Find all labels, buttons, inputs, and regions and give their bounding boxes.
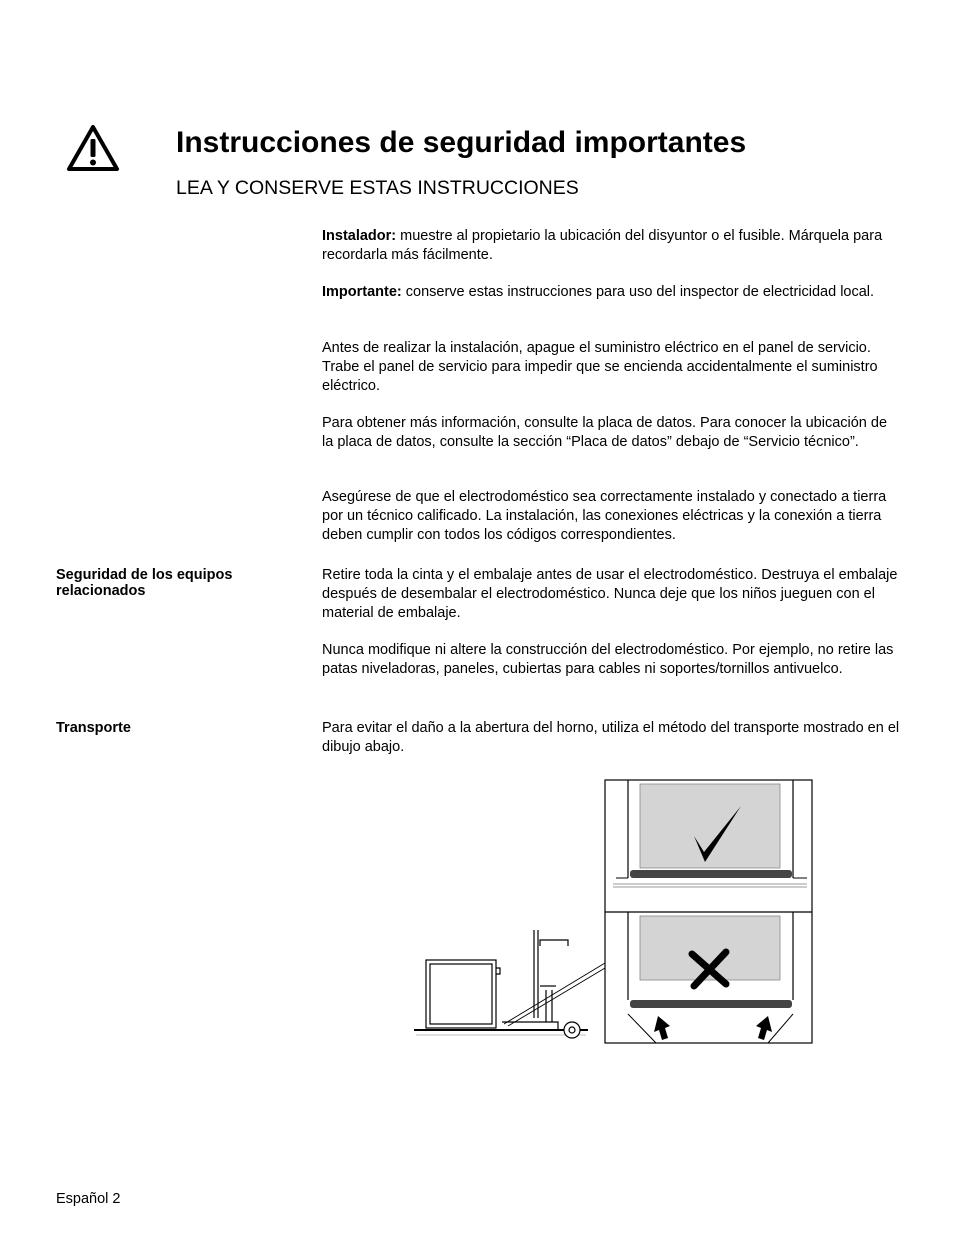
hand-truck-icon xyxy=(414,930,588,1038)
paragraph-tecnico-calificado: Asegúrese de que el electrodoméstico sea correctamente instalado y conectado a tierra por un técnico calificado. La instalación, las conexiones eléctricas y la conexión a tierra deben cumplir con todos los códigos correspondientes. xyxy=(322,489,887,543)
paragraph-embalaje: Retire toda la cinta y el embalaje antes de usar el electrodoméstico. Destruya el embalaje después de desembalar el electrodoméstico. Nunca deje que los niños jueguen con el material de embalaje. xyxy=(322,567,898,621)
transport-illustration xyxy=(408,778,814,1044)
page-subtitle: LEA Y CONSERVE ESTAS INSTRUCCIONES xyxy=(176,177,579,199)
warning-triangle-icon xyxy=(66,124,120,172)
paragraph-importante: Importante: conserve estas instrucciones para uso del inspector de electricidad local. xyxy=(322,284,875,300)
paragraph-transporte: Para evitar el daño a la abertura del horno, utiliza el método del transporte mostrado en el dibujo abajo. xyxy=(322,720,900,755)
paragraph-label: Importante: xyxy=(322,284,402,300)
paragraph-apagar-suministro: Antes de realizar la instalación, apague el suministro eléctrico en el panel de servicio. Trabe el panel de servicio para impedir que se encienda accidentalmente el suministro eléctrico. xyxy=(322,340,878,394)
paragraph-label: Instalador: xyxy=(322,228,397,244)
paragraph-placa-datos: Para obtener más información, consulte la placa de datos. Para conocer la ubicación de la placa de datos, consulte la sección “Placa de datos” debajo de “Servicio técnico”. xyxy=(322,415,888,450)
section-heading-transporte: Transporte xyxy=(56,720,131,736)
paragraph-instalador: Instalador: muestre al propietario la ubicación del disyuntor o el fusible. Márquela para recordarla más fácilmente. xyxy=(322,228,883,263)
page-title: Instrucciones de seguridad importantes xyxy=(176,126,747,159)
paragraph-no-modificar: Nunca modifique ni altere la construcción del electrodoméstico. Por ejemplo, no retire las patas niveladoras, paneles, cubiertas para cables ni soportes/tornillos antivuelco. xyxy=(322,642,894,677)
page-number: Español 2 xyxy=(56,1191,121,1207)
section-heading-equipos: Seguridad de los equipos relacionados xyxy=(56,567,233,599)
